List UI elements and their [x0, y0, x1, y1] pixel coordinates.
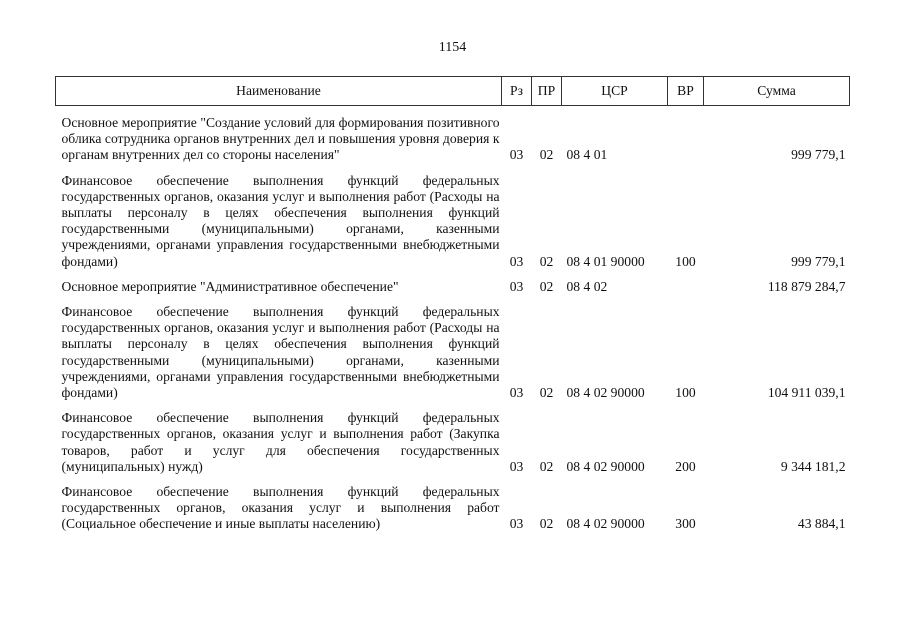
header-csr: ЦСР	[562, 77, 668, 106]
row-csr: 08 4 02 90000	[566, 516, 645, 532]
row-name: Финансовое обеспечение выполнения функций федеральных государственных органов, оказания услуг и выполнения работ (Социальное обеспечение и иные выплаты населению)	[61, 484, 500, 532]
row-csr: 08 4 02 90000	[566, 458, 645, 474]
header-pr: ПР	[532, 77, 562, 106]
row-sum: 118 879 284,7	[767, 278, 846, 294]
row-vr: 300	[675, 516, 696, 532]
header-rz: Рз	[502, 77, 532, 106]
row-csr: 08 4 01 90000	[566, 253, 645, 269]
header-row	[56, 77, 850, 106]
row-name: Финансовое обеспечение выполнения функций федеральных государственных органов, оказания услуг и выполнения работ (Расходы на выплаты персоналу в целях обеспечения выполнения функций государственными (муниципальными) органами, казенными учреждениями, органами управления государственными внебюджетными фондами)	[61, 172, 500, 269]
table-row	[56, 279, 850, 295]
row-rz: 03	[509, 458, 524, 474]
row-sum: 104 911 039,1	[767, 385, 846, 401]
row-vr: 100	[675, 385, 696, 401]
row-rz: 03	[509, 516, 524, 532]
row-csr: 08 4 02	[566, 278, 608, 294]
row-name: Основное мероприятие "Административное обеспечение"	[61, 278, 399, 294]
row-pr: 02	[539, 253, 554, 269]
table-row	[56, 410, 850, 475]
row-name: Финансовое обеспечение выполнения функций федеральных государственных органов, оказания услуг и выполнения работ (Расходы на выплаты персоналу в целях обеспечения выполнения функций государственными (муниципальными) органами, казенными учреждениями, органами управления государственными внебюджетными фондами)	[61, 304, 500, 401]
row-name: Финансовое обеспечение выполнения функций федеральных государственных органов, оказания услуг и выполнения работ (Закупка товаров, работ и услуг для обеспечения государственных (муниципальных) нужд)	[61, 410, 500, 474]
row-rz: 03	[509, 253, 524, 269]
row-rz: 03	[509, 385, 524, 401]
table-header	[56, 77, 850, 106]
row-vr: 100	[675, 253, 696, 269]
row-vr	[668, 115, 704, 164]
table-row	[56, 304, 850, 401]
row-csr: 08 4 02 90000	[566, 385, 645, 401]
row-sum: 43 884,1	[797, 516, 846, 532]
row-vr: 200	[675, 458, 696, 474]
table-body	[56, 106, 850, 533]
row-rz: 03	[509, 147, 524, 163]
row-sum: 999 779,1	[791, 147, 846, 163]
header-name: Наименование	[56, 77, 502, 106]
row-vr	[668, 279, 704, 295]
row-pr: 02	[539, 147, 554, 163]
table-row	[56, 115, 850, 164]
row-pr: 02	[539, 458, 554, 474]
row-pr: 02	[539, 385, 554, 401]
row-pr: 02	[539, 278, 554, 294]
table-row	[56, 484, 850, 533]
row-pr: 02	[539, 516, 554, 532]
header-vr: ВР	[668, 77, 704, 106]
row-sum: 9 344 181,2	[780, 458, 846, 474]
table-row	[56, 173, 850, 270]
budget-table	[55, 76, 850, 533]
row-csr: 08 4 01	[566, 147, 608, 163]
page-number: 1154	[438, 40, 467, 55]
row-sum: 999 779,1	[791, 253, 846, 269]
row-name: Основное мероприятие "Создание условий для формирования позитивного облика сотрудника органов внутренних дел и повышения уровня доверия к органам внутренних дел со стороны населения"	[61, 115, 500, 163]
row-rz: 03	[509, 278, 524, 294]
header-sum: Сумма	[704, 77, 850, 106]
